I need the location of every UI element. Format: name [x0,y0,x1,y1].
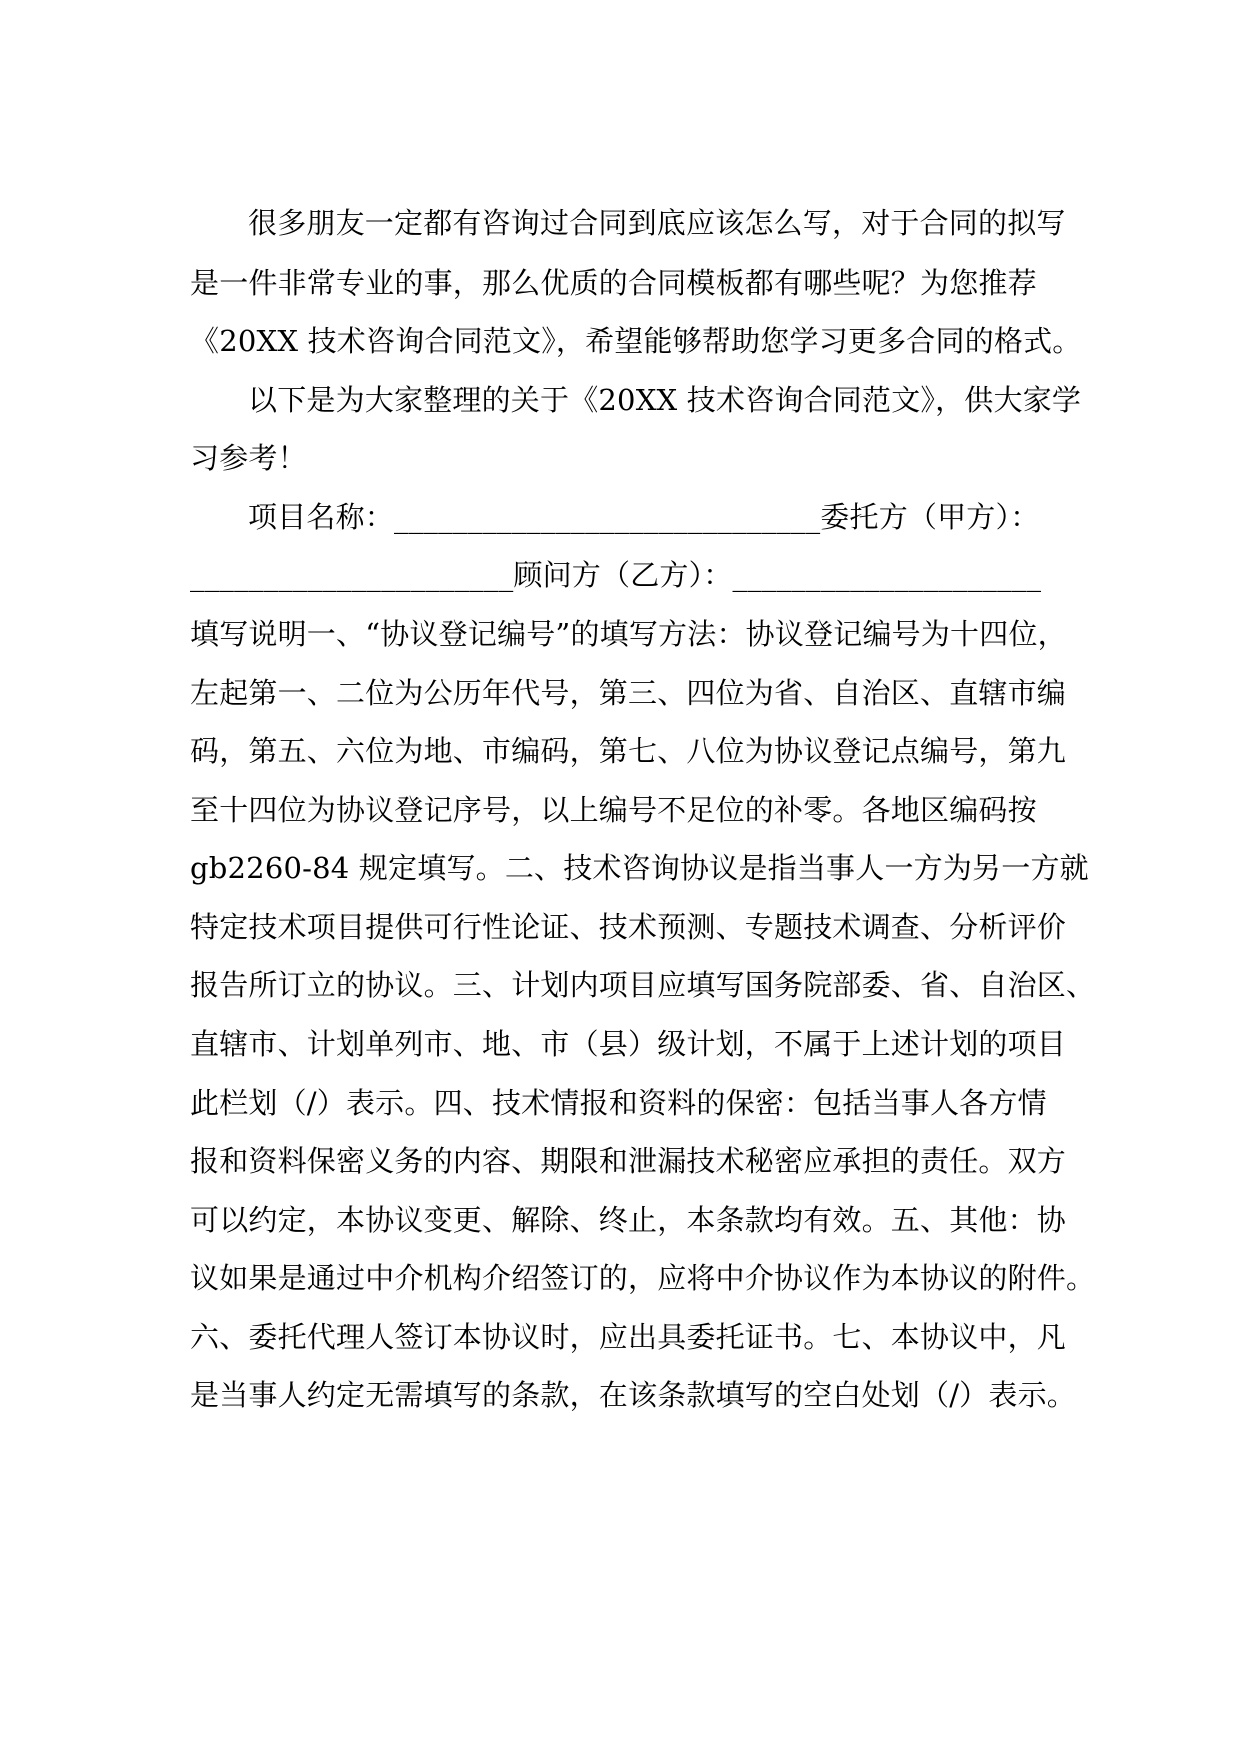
paragraph-line: 六、委托代理人签订本协议时，应出具委托证书。七、本协议中，凡 [190,1320,1067,1354]
consultant-field-line: ______________________顾问方（乙方）：_____________________ [190,558,1042,592]
paragraph-line: 可以约定，本协议变更、解除、终止，本条款均有效。五、其他：协 [190,1203,1067,1237]
project-name-field-line: 项目名称：_____________________________委托方（甲方）： [248,500,1040,534]
paragraph-line: 习参考！ [190,441,307,475]
paragraph-line: gb2260-84 规定填写。二、技术咨询协议是指当事人一方为另一方就 [190,851,1089,885]
paragraph-line: 是一件非常专业的事，那么优质的合同模板都有哪些呢？为您推荐 [190,266,1037,300]
paragraph-line: 是当事人约定无需填写的条款，在该条款填写的空白处划（/）表示。 [190,1378,1076,1412]
paragraph-line: 左起第一、二位为公历年代号，第三、四位为省、自治区、直辖市编 [190,676,1067,710]
paragraph-line: 填写说明一、“协议登记编号”的填写方法：协议登记编号为十四位， [190,617,1067,651]
paragraph-line: 直辖市、计划单列市、地、市（县）级计划，不属于上述计划的项目 [190,1027,1067,1061]
paragraph-line: 报告所订立的协议。三、计划内项目应填写国务院部委、省、自治区、 [190,968,1096,1002]
paragraph-line: 《20XX 技术咨询合同范文》，希望能够帮助您学习更多合同的格式。 [190,324,1082,358]
paragraph-line: 至十四位为协议登记序号，以上编号不足位的补零。各地区编码按 [190,793,1037,827]
paragraph-line: 很多朋友一定都有咨询过合同到底应该怎么写，对于合同的拟写 [248,206,1066,240]
paragraph-line: 码，第五、六位为地、市编码，第七、八位为协议登记点编号，第九 [190,734,1067,768]
paragraph-line: 以下是为大家整理的关于《20XX 技术咨询合同范文》，供大家学 [248,383,1082,417]
paragraph-line: 此栏划（/）表示。四、技术情报和资料的保密：包括当事人各方情 [190,1086,1047,1120]
paragraph-line: 报和资料保密义务的内容、期限和泄漏技术秘密应承担的责任。双方 [190,1144,1067,1178]
paragraph-line: 特定技术项目提供可行性论证、技术预测、专题技术调查、分析评价 [190,910,1067,944]
paragraph-line: 议如果是通过中介机构介绍签订的，应将中介协议作为本协议的附件。 [190,1261,1096,1295]
